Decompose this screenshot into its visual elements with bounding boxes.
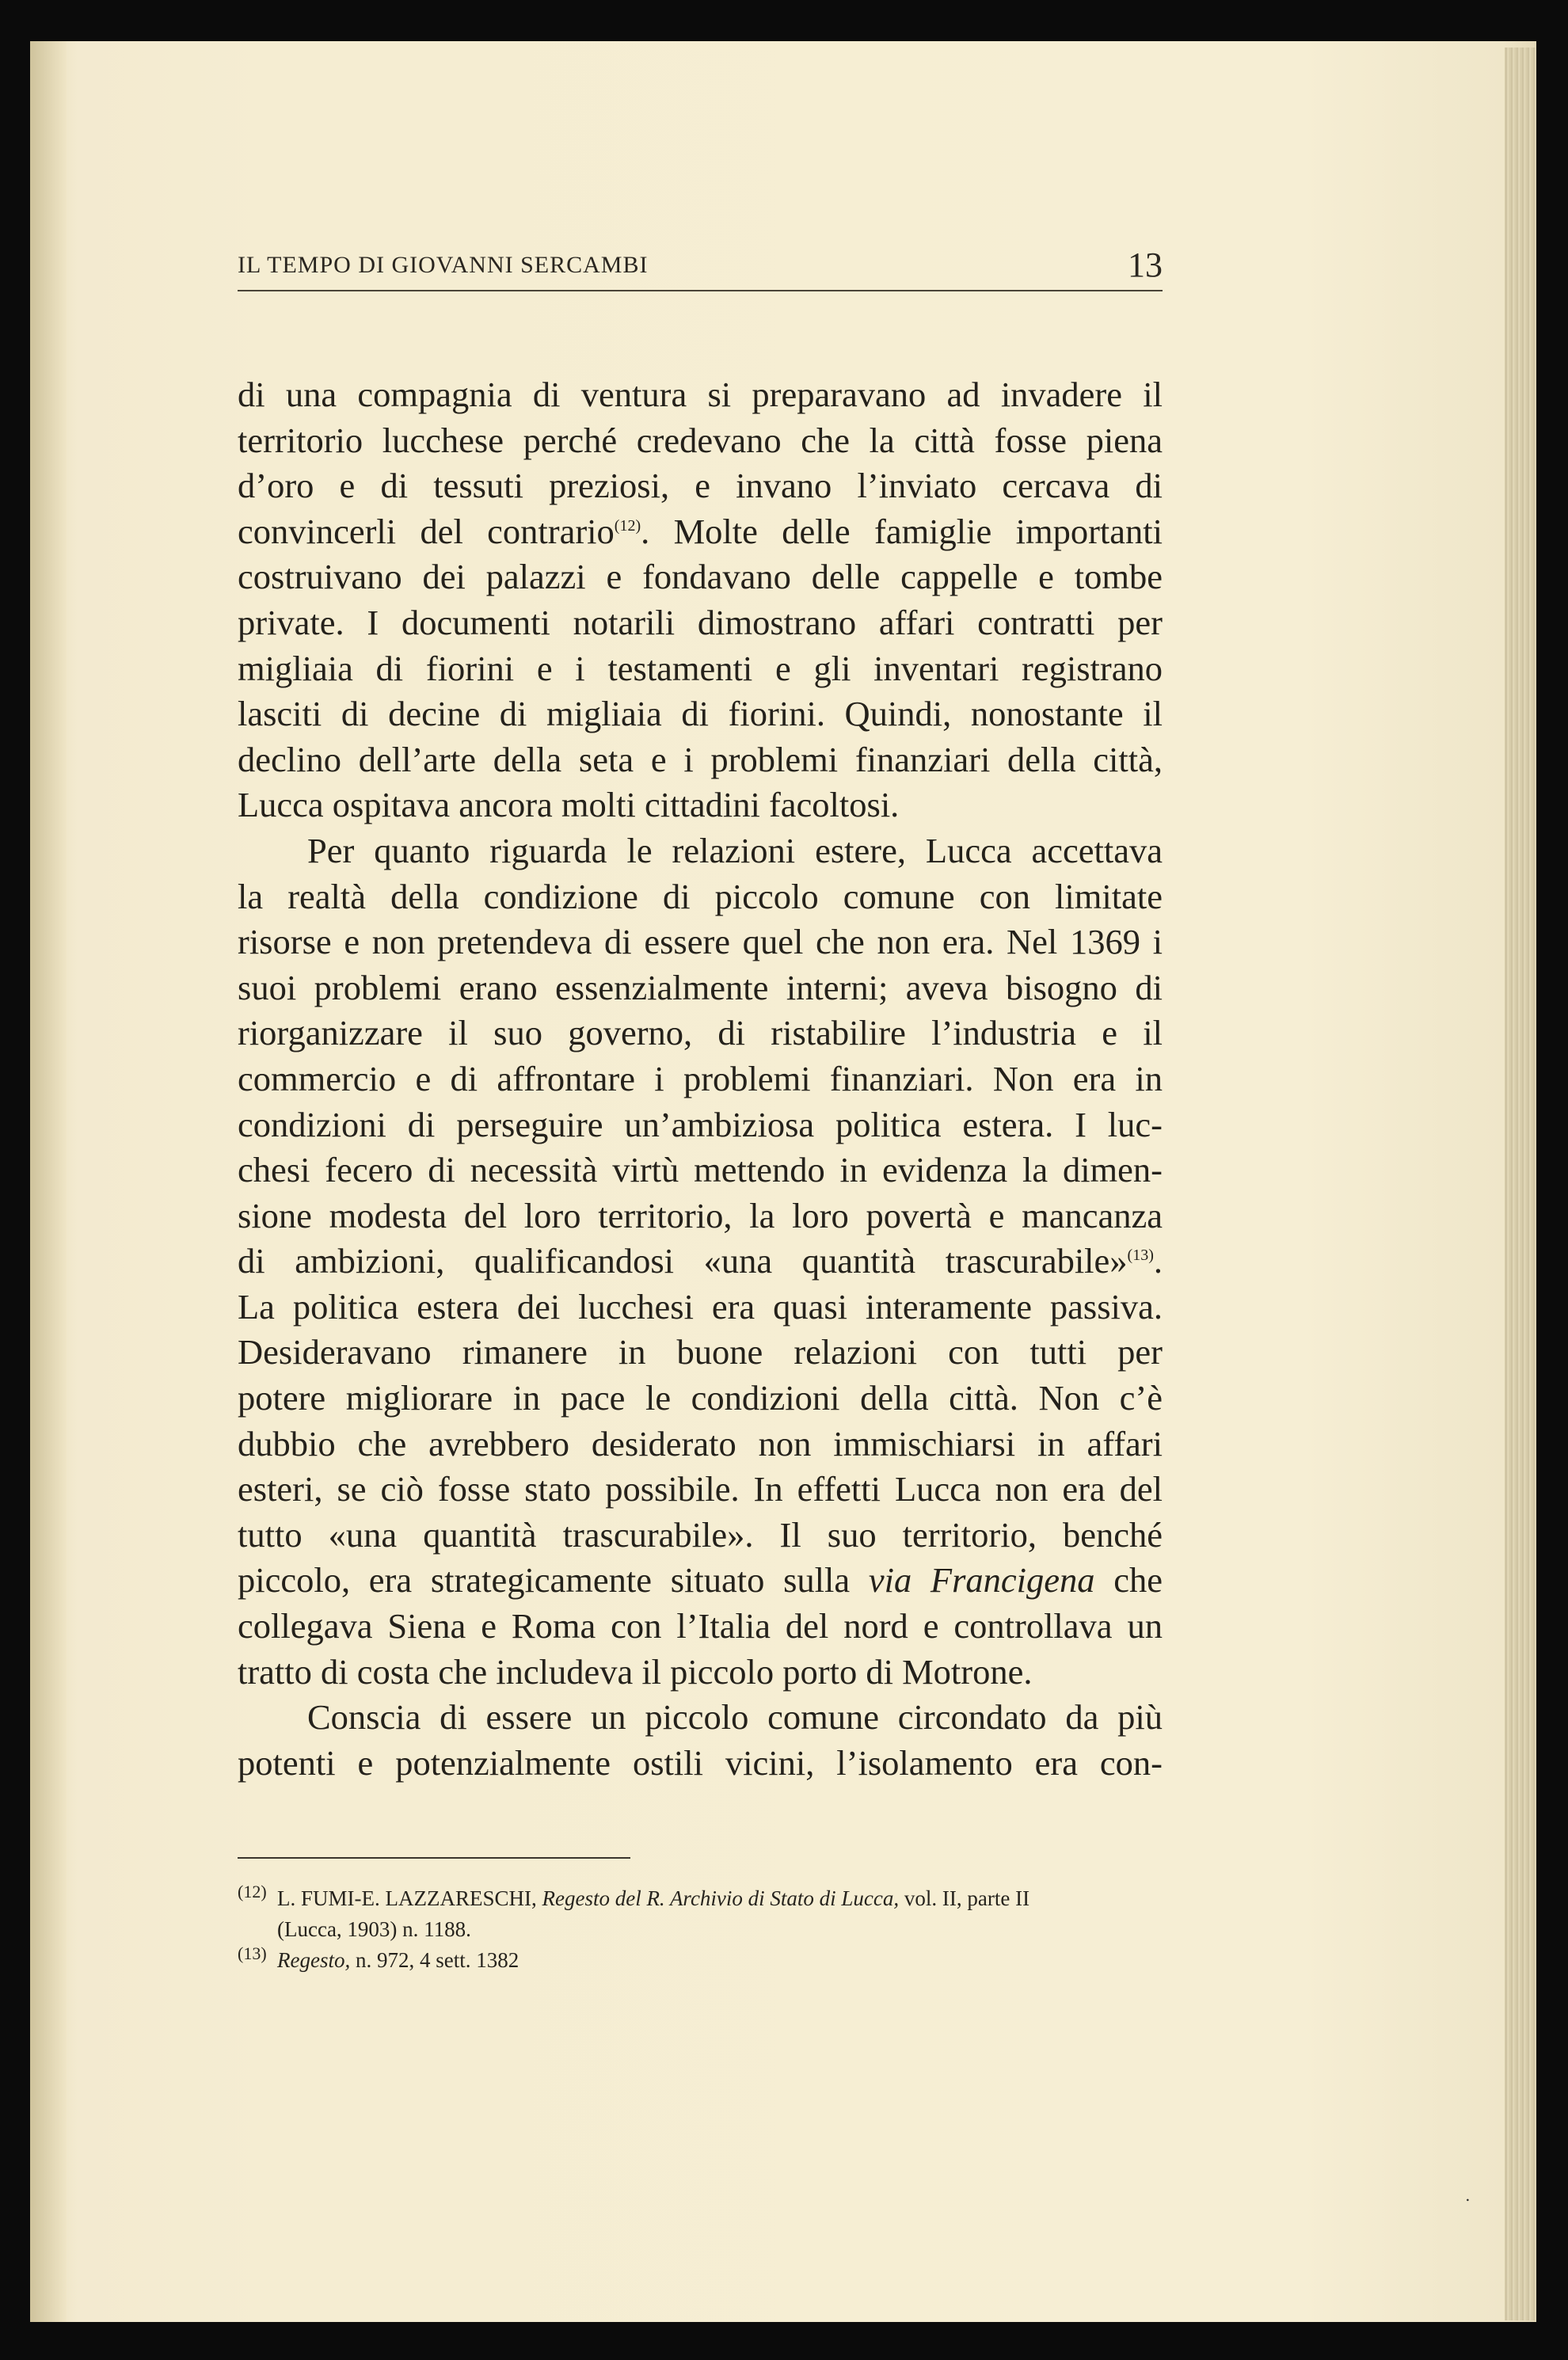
ink-speck [1465, 2186, 1476, 2194]
text-line: potere migliorare in pace le condizioni della città. Non c’è [238, 1378, 1163, 1418]
text-line: declino dell’arte della seta e i problemi finanziari della città, [238, 739, 1163, 779]
footnote-author: L. FUMI-E. LAZZARESCHI, [277, 1886, 542, 1910]
text-line: potenti e potenzialmente ostili vicini, l’isolamento era con- [238, 1742, 1163, 1783]
text-line: Lucca ospitava ancora molti cittadini facoltosi. [238, 785, 900, 825]
page-number: 13 [1128, 246, 1163, 284]
italic-term: via Francigena [868, 1560, 1095, 1601]
running-title: IL TEMPO DI GIOVANNI SERCAMBI [238, 252, 649, 278]
text-segment: . Molte delle famiglie importanti [641, 511, 1163, 551]
text-line: collegava Siena e Roma con l’Italia del nord e controllava un [238, 1606, 1163, 1646]
body-text [238, 372, 1163, 1786]
text-line: commercio e di affrontare i problemi finanziari. Non era in [238, 1058, 1163, 1098]
page-edges [1505, 48, 1536, 2320]
footnote-text: vol. II, parte II [899, 1886, 1030, 1910]
footnote-title: Regesto del R. Archivio di Stato di Lucca, [542, 1886, 900, 1910]
text-line: risorse e non pretendeva di essere quel che non era. Nel 1369 i [238, 922, 1163, 962]
text-line: territorio lucchese perché credevano che la città fosse piena [238, 420, 1163, 460]
text-line: chesi fecero di necessità virtù mettendo in evidenza la dimen- [238, 1150, 1163, 1190]
footnotes [238, 1883, 1163, 1976]
text-line: tutto «una quantità trascurabile». Il suo territorio, benché [238, 1514, 1163, 1555]
text-line [238, 1239, 1163, 1285]
footnote-divider [238, 1857, 630, 1859]
text-line: sione modesta del loro territorio, la loro povertà e mancanza [238, 1195, 1163, 1235]
text-line: suoi problemi erano essenzialmente interni; aveva bisogno di [238, 967, 1163, 1007]
text-segment: piccolo, era strategicamente situato sulla [238, 1560, 869, 1601]
footnote-ref-13[interactable]: (13) [1127, 1247, 1154, 1265]
running-header [238, 238, 1163, 291]
text-line: Per quanto riguarda le relazioni estere, Lucca accettava [307, 830, 1163, 870]
footnote-text: n. 972, 4 sett. 1382 [350, 1948, 519, 1972]
text-line: la realtà della condizione di piccolo comune con limitate [238, 876, 1163, 916]
text-line: condizioni di perseguire un’ambiziosa politica estera. I luc- [238, 1104, 1163, 1144]
text-line: d’oro e di tessuti preziosi, e invano l’inviato cercava di [238, 466, 1163, 506]
text-line: migliaia di fiorini e i testamenti e gli inventari registrano [238, 648, 1163, 688]
text-line: lasciti di decine di migliaia di fiorini. Quindi, nonostante il [238, 694, 1163, 734]
footnote-12-continued: (Lucca, 1903) n. 1188. [277, 1917, 471, 1941]
text-line: dubbio che avrebbero desiderato non immischiarsi in affari [238, 1423, 1163, 1464]
text-line: Conscia di essere un piccolo comune circondato da più [307, 1697, 1163, 1738]
footnote-title: Regesto, [277, 1948, 351, 1972]
text-line: esteri, se ciò fosse stato possibile. In effetti Lucca non era del [238, 1469, 1163, 1509]
text-line: private. I documenti notarili dimostrano affari contratti per [238, 602, 1163, 642]
footnote-13: (13) Regesto, n. 972, 4 sett. 1382 [238, 1943, 519, 1972]
footnote-12: (12) L. FUMI-E. LAZZARESCHI, Regesto del R. Archivio di Stato di Lucca, vol. II, parte II [238, 1882, 1030, 1910]
text-segment: di ambizioni, qualificandosi «una quantità trascurabile» [238, 1241, 1128, 1281]
text-segment: convincerli del contrario [238, 511, 615, 551]
text-line: costruivano dei palazzi e fondavano delle cappelle e tombe [238, 557, 1163, 597]
text-line [238, 509, 1163, 555]
text-segment: . [1153, 1241, 1163, 1281]
text-line: La politica estera dei lucchesi era quasi interamente passiva. [238, 1286, 1163, 1327]
text-line: di una compagnia di ventura si preparavano ad invadere il [238, 375, 1163, 414]
text-line: Desideravano rimanere in buone relazioni con tutti per [238, 1332, 1163, 1372]
page-gutter [30, 41, 67, 2322]
text-segment: che [1094, 1560, 1163, 1601]
text-line: tratto di costa che includeva il piccolo porto di Motrone. [238, 1651, 1033, 1692]
text-line [238, 1558, 1163, 1604]
footnote-ref-12[interactable]: (12) [614, 516, 641, 535]
text-line: riorganizzare il suo governo, di ristabilire l’industria e il [238, 1013, 1163, 1053]
